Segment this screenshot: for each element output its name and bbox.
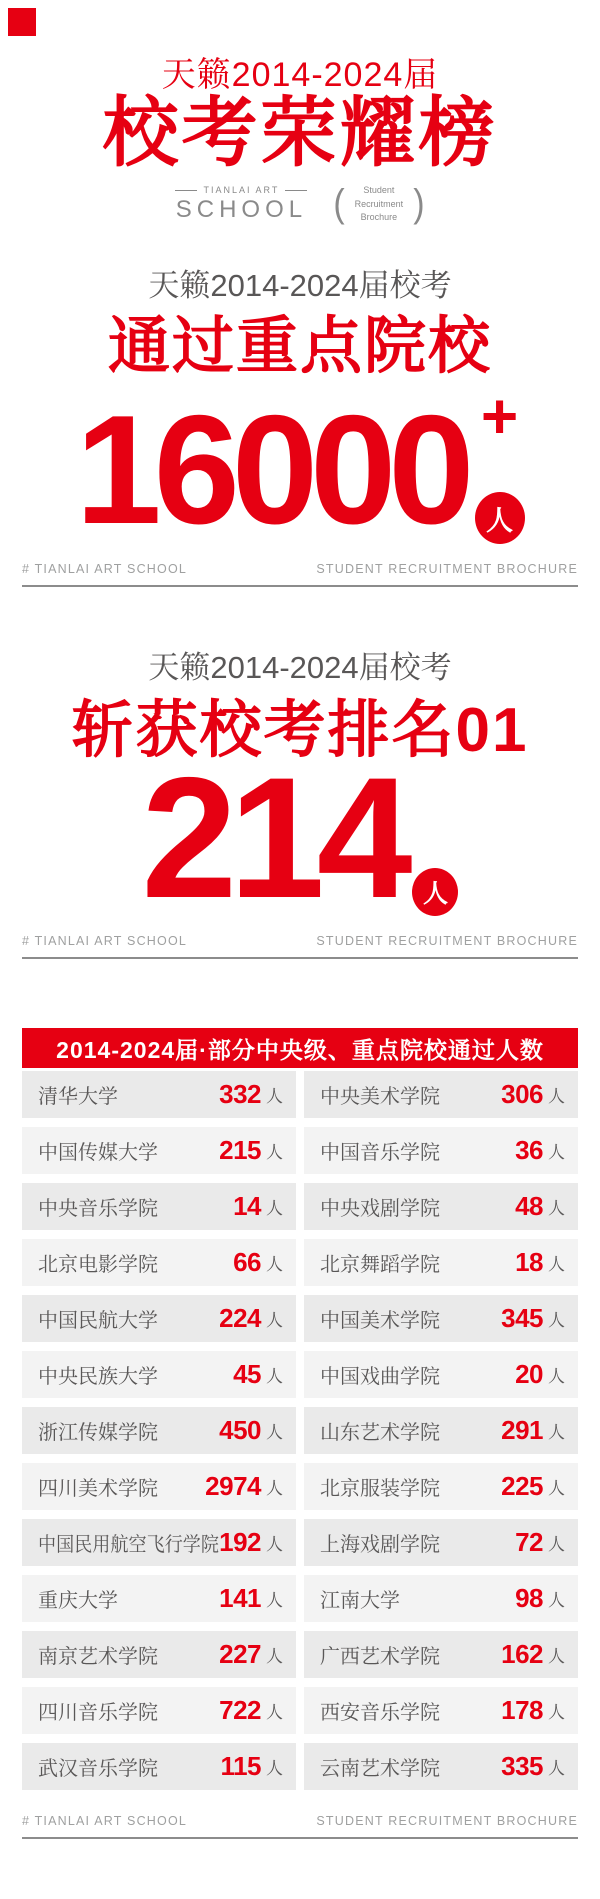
table-cell-right [304,1407,578,1454]
table-row [22,1127,578,1174]
section1-number: 16000 [75,383,467,556]
table-cell-left [22,1183,296,1230]
section2-number: 214 [141,742,405,934]
pass-count: 306 [501,1079,543,1109]
school-name: 山东艺术学院 [320,1422,440,1444]
table-row [22,1687,578,1734]
pass-count: 66 [233,1247,261,1277]
footer-left-text: # TIANLAI ART SCHOOL [22,934,188,948]
paren-right: ) [413,182,425,227]
school-name: 中央音乐学院 [38,1198,158,1220]
pass-count: 20 [515,1359,543,1389]
table-cell-right [304,1295,578,1342]
table-row [22,1071,578,1118]
count-unit: 人 [548,1367,565,1386]
logo-name-bottom: SCHOOL [175,196,308,224]
header-kicker: 天籁2014-2024届 [161,56,439,94]
school-name: 中国民航大学 [38,1310,158,1332]
pass-count: 162 [501,1639,543,1669]
table-cell-left [22,1687,296,1734]
count-unit: 人 [548,1703,565,1722]
section2-stat [0,742,600,934]
school-name: 西安音乐学院 [320,1702,440,1724]
table-row [22,1519,578,1566]
pass-count: 192 [219,1527,261,1557]
school-name: 四川美术学院 [38,1478,158,1500]
count-unit: 人 [266,1759,283,1778]
school-name: 云南艺术学院 [320,1758,440,1780]
school-name: 四川音乐学院 [38,1702,158,1724]
table-body [22,1071,578,1790]
count-unit: 人 [548,1311,565,1330]
pass-count: 722 [219,1695,261,1725]
count-unit: 人 [266,1591,283,1610]
footer-right-text: STUDENT RECRUITMENT BROCHURE [316,1814,578,1828]
school-name: 中国美术学院 [320,1310,440,1332]
table-cell-right [304,1351,578,1398]
logo-dash-left [175,190,197,191]
table-cell-right [304,1071,578,1118]
table-cell-left [22,1071,296,1118]
count-unit: 人 [266,1087,283,1106]
school-name: 浙江传媒学院 [38,1422,158,1444]
paren-left: ( [333,182,345,227]
school-name: 北京电影学院 [38,1254,158,1276]
school-name: 中国音乐学院 [320,1142,440,1164]
table-row [22,1351,578,1398]
count-unit: 人 [266,1535,283,1554]
pass-count: 115 [220,1751,261,1781]
footer-left-text: # TIANLAI ART SCHOOL [22,562,188,576]
footer-strip-1 [22,562,578,587]
table-cell-right [304,1463,578,1510]
table-cell-right [304,1239,578,1286]
section2-heading: 斩获校考排名01 [71,696,529,765]
count-unit: 人 [548,1143,565,1162]
school-name: 南京艺术学院 [38,1646,158,1668]
tagline-line-2: Recruitment [354,198,404,209]
school-name: 中国戏曲学院 [320,1366,440,1388]
table-cell-left [22,1295,296,1342]
table-row [22,1239,578,1286]
pass-count: 48 [515,1191,543,1221]
pass-count: 335 [501,1751,543,1781]
table-row [22,1183,578,1230]
count-unit: 人 [548,1535,565,1554]
table-row [22,1631,578,1678]
pass-count: 224 [219,1303,261,1333]
unit-label: 人 [486,505,514,536]
pass-count: 450 [219,1415,261,1445]
pass-count: 14 [233,1191,261,1221]
school-name: 重庆大学 [38,1590,118,1612]
table-cell-left [22,1407,296,1454]
page-title: 校考荣耀榜 [102,91,498,176]
pass-count-table [22,1028,578,1799]
count-unit: 人 [266,1647,283,1666]
table-cell-right [304,1743,578,1790]
pass-count: 2974 [205,1471,261,1501]
footer-right-text: STUDENT RECRUITMENT BROCHURE [316,562,578,576]
pass-count: 345 [501,1303,543,1333]
table-cell-left [22,1743,296,1790]
pass-count: 178 [501,1695,543,1725]
pass-count: 332 [219,1079,261,1109]
section1-stat [0,380,600,556]
table-cell-left [22,1575,296,1622]
table-row [22,1407,578,1454]
count-unit: 人 [266,1423,283,1442]
pass-count: 141 [219,1583,261,1613]
pass-count: 72 [515,1527,543,1557]
section1-subtitle: 天籁2014-2024届校考 [148,268,452,303]
school-name: 中央美术学院 [320,1086,440,1108]
footer-strip-3 [22,1814,578,1839]
pass-count: 36 [515,1135,543,1165]
table-cell-right [304,1575,578,1622]
corner-accent-square [8,8,36,36]
pass-count: 225 [501,1471,543,1501]
school-name: 上海戏剧学院 [320,1534,440,1556]
school-name: 武汉音乐学院 [38,1758,158,1780]
count-unit: 人 [548,1423,565,1442]
count-unit: 人 [548,1479,565,1498]
table-cell-left [22,1127,296,1174]
school-name: 中国传媒大学 [38,1142,158,1164]
table-cell-left [22,1631,296,1678]
logo-tagline [355,184,404,225]
count-unit: 人 [548,1199,565,1218]
count-unit: 人 [548,1591,565,1610]
pass-count: 227 [219,1639,261,1669]
school-name: 中央民族大学 [38,1366,158,1388]
table-cell-left [22,1519,296,1566]
table-cell-left [22,1463,296,1510]
count-unit: 人 [266,1255,283,1274]
logo-wordmark [175,186,307,222]
pass-count: 45 [233,1359,261,1389]
school-name: 北京舞蹈学院 [320,1254,440,1276]
tagline-line-3: Brochure [360,212,398,222]
section2-subtitle: 天籁2014-2024届校考 [148,650,452,685]
table-cell-left [22,1351,296,1398]
plus-sign: + [480,380,519,452]
pass-count: 98 [515,1583,543,1613]
pass-count: 215 [219,1135,261,1165]
school-name: 中央戏剧学院 [320,1198,440,1220]
count-unit: 人 [548,1087,565,1106]
table-cell-right [304,1687,578,1734]
school-name: 清华大学 [38,1086,118,1108]
school-name: 北京服装学院 [320,1478,440,1500]
count-unit: 人 [266,1479,283,1498]
unit-badge-people [412,868,458,916]
count-unit: 人 [548,1759,565,1778]
table-cell-right [304,1127,578,1174]
count-unit: 人 [266,1367,283,1386]
pass-count: 18 [515,1247,543,1277]
footer-right-text: STUDENT RECRUITMENT BROCHURE [316,934,578,948]
count-unit: 人 [266,1703,283,1722]
footer-left-text: # TIANLAI ART SCHOOL [22,1814,188,1828]
section1-heading: 通过重点院校 [107,312,492,381]
tagline-line-1: Student [363,185,395,195]
count-unit: 人 [266,1143,283,1162]
count-unit: 人 [548,1255,565,1274]
table-cell-right [304,1519,578,1566]
school-logo [0,184,600,225]
table-row [22,1575,578,1622]
table-cell-right [304,1183,578,1230]
footer-strip-2 [22,934,578,959]
logo-name-top: TIANLAI ART [203,185,280,196]
school-name: 江南大学 [320,1590,400,1612]
logo-dash-right [285,190,307,191]
unit-badge-people [475,492,525,544]
table-cell-left [22,1239,296,1286]
table-cell-right [304,1631,578,1678]
logo-tagline-group [333,184,424,225]
pass-count: 291 [501,1415,543,1445]
school-name: 中国民用航空飞行学院 [38,1534,219,1556]
count-unit: 人 [266,1311,283,1330]
table-row [22,1295,578,1342]
count-unit: 人 [266,1199,283,1218]
table-row [22,1463,578,1510]
table-row [22,1743,578,1790]
count-unit: 人 [548,1647,565,1666]
table-header: 2014-2024届·部分中央级、重点院校通过人数 [22,1028,578,1068]
school-name: 广西艺术学院 [320,1646,440,1668]
unit-label: 人 [422,880,448,908]
